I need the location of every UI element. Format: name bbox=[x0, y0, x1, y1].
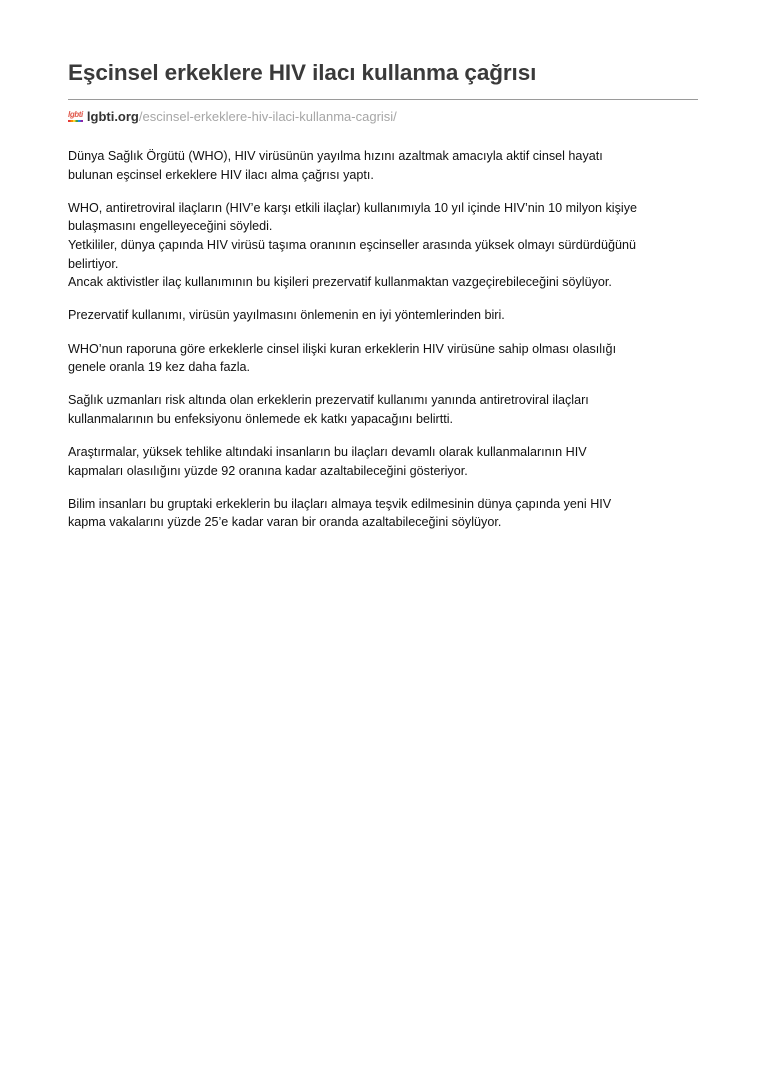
rainbow-stripe bbox=[68, 120, 83, 122]
paragraph-line: belirtiyor. bbox=[68, 256, 119, 271]
article-title: Eşcinsel erkeklere HIV ilacı kullanma çağrısı bbox=[68, 60, 537, 85]
paragraph-line: Yetkililer, dünya çapında HIV virüsü taşıma oranının eşcinseller arasında yüksek olmayı sürdürdüğünü bbox=[68, 237, 636, 252]
paragraph-line: genele oranla 19 kez daha fazla. bbox=[68, 360, 251, 375]
site-logo-icon bbox=[68, 111, 83, 122]
article-paragraph bbox=[68, 199, 700, 292]
paragraph-line: Ancak aktivistler ilaç kullanımının bu kişileri prezervatif kullanmaktan vazgeçirebileceğini söylüyor. bbox=[68, 275, 612, 290]
article-paragraph bbox=[68, 391, 700, 428]
paragraph-line: WHO’nun raporuna göre erkeklerle cinsel ilişki kuran erkeklerin HIV virüsüne sahip olması olasılığı bbox=[68, 341, 617, 356]
title-divider bbox=[68, 99, 698, 100]
paragraph-line: Prezervatif kullanımı, virüsün yayılmasını önlemenin en iyi yöntemlerinden biri. bbox=[68, 308, 505, 323]
paragraph-line: Araştırmalar, yüksek tehlike altındaki insanların bu ilaçları devamlı olarak kullanmalarının HIV bbox=[68, 445, 587, 460]
paragraph-line: bulunan eşcinsel erkeklere HIV ilacı alma çağrısı yaptı. bbox=[68, 167, 374, 182]
paragraph-line: bulaşmasını engelleyeceğini söyledi. bbox=[68, 219, 273, 234]
paragraph-line: kullanmalarının bu enfeksiyonu önlemede ek katkı yapacağını belirtti. bbox=[68, 411, 454, 426]
source-path-link[interactable]: /escinsel-erkeklere-hiv-ilaci-kullanma-cagrisi/ bbox=[138, 108, 397, 124]
paragraph-line: Bilim insanları bu gruptaki erkeklerin bu ilaçları almaya teşvik edilmesinin dünya çapında yeni HIV bbox=[68, 496, 612, 511]
source-line bbox=[68, 107, 397, 125]
paragraph-line: kapma vakalarını yüzde 25’e kadar varan bir oranda azaltabileceğini söylüyor. bbox=[68, 515, 502, 530]
article-paragraph bbox=[68, 147, 700, 184]
paragraph-line: kapmaları olasılığını yüzde 92 oranına kadar azaltabileceğini gösteriyor. bbox=[68, 463, 468, 478]
site-logo-text: lgbti bbox=[68, 109, 83, 119]
paragraph-line: WHO, antiretroviral ilaçların (HIV’e karşı etkili ilaçlar) kullanımıyla 10 yıl içinde HIV’nin 10 milyon kişiye bbox=[68, 200, 637, 215]
article-paragraph bbox=[68, 306, 700, 325]
source-domain-link[interactable]: lgbti.org bbox=[86, 108, 139, 124]
paragraph-line: Dünya Sağlık Örgütü (WHO), HIV virüsünün yayılma hızını azaltmak amacıyla aktif cinsel hayatı bbox=[68, 149, 603, 163]
article-paragraph bbox=[68, 340, 700, 377]
paragraph-line: Sağlık uzmanları risk altında olan erkeklerin prezervatif kullanımı yanında antiretroviral ilaçları bbox=[68, 393, 589, 408]
article-paragraph bbox=[68, 443, 700, 480]
article-paragraph bbox=[68, 495, 700, 532]
article-body bbox=[68, 147, 700, 547]
